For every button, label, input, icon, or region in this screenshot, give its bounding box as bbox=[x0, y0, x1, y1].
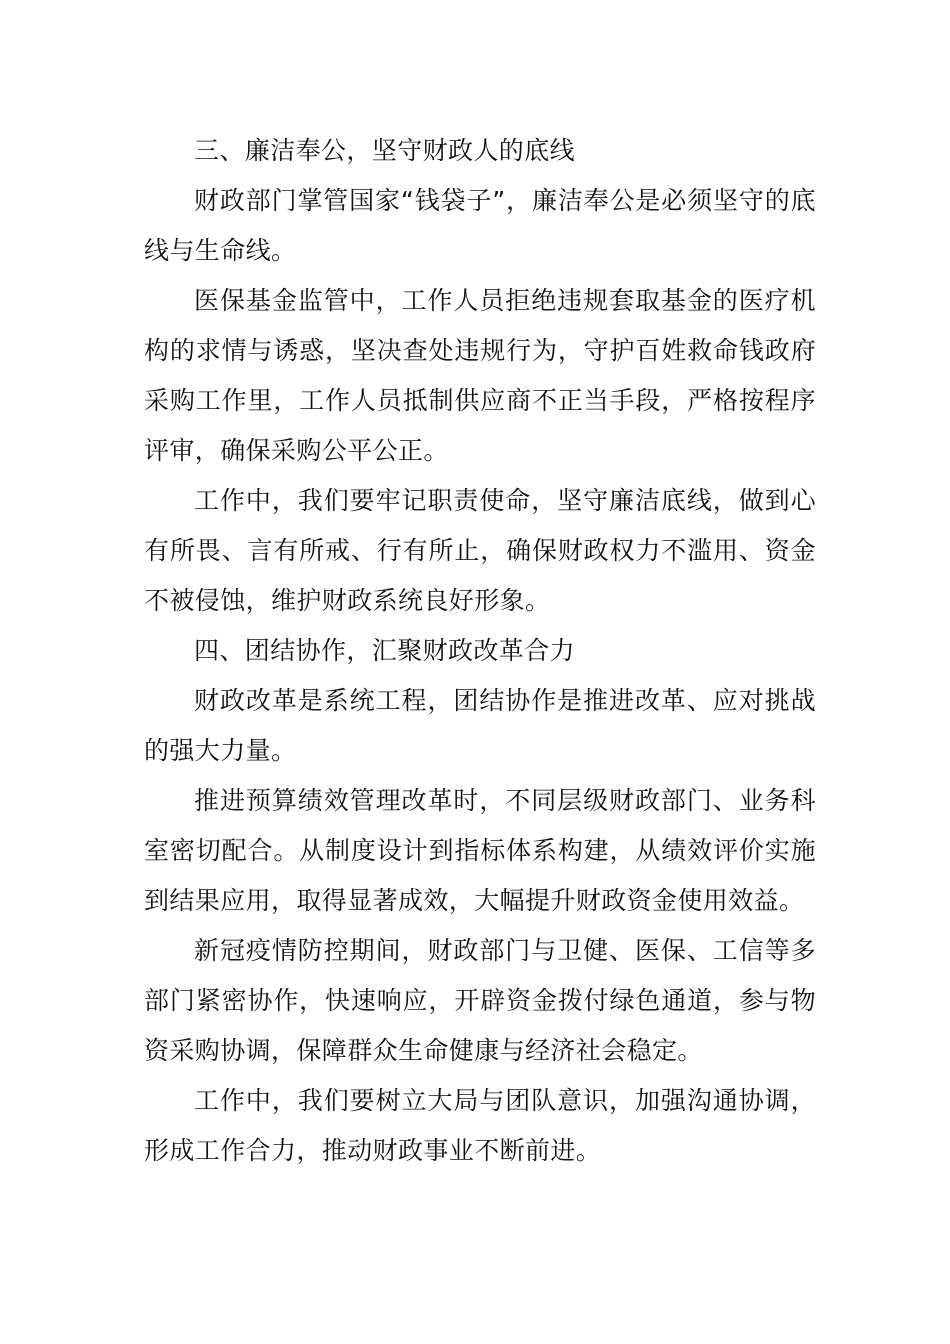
paragraph: 医保基金监管中，工作人员拒绝违规套取基金的医疗机构的求情与诱惑，坚决查处违规行为，守护百姓救命钱政府采购工作里，工作人员抵制供应商不正当手段，严格按程序评审，确保采购公平公正。 bbox=[144, 286, 816, 465]
paragraph: 新冠疫情防控期间，财政部门与卫健、医保、工信等多部门紧密协作，快速响应，开辟资金拨付绿色通道，参与物资采购协调，保障群众生命健康与经济社会稳定。 bbox=[144, 936, 816, 1065]
section-heading-4: 四、团结协作，汇聚财政改革合力 bbox=[194, 636, 576, 665]
paragraph: 财政改革是系统工程，团结协作是推进改革、应对挑战的强大力量。 bbox=[144, 686, 816, 765]
document-body bbox=[144, 126, 816, 1176]
paragraph: 财政部门掌管国家“钱袋子”，廉洁奉公是必须坚守的底线与生命线。 bbox=[144, 186, 816, 265]
paragraph: 工作中，我们要树立大局与团队意识，加强沟通协调，形成工作合力，推动财政事业不断前进。 bbox=[144, 1086, 816, 1165]
paragraph: 推进预算绩效管理改革时，不同层级财政部门、业务科室密切配合。从制度设计到指标体系构建，从绩效评价实施到结果应用，取得显著成效，大幅提升财政资金使用效益。 bbox=[144, 786, 816, 915]
section-heading-3: 三、廉洁奉公，坚守财政人的底线 bbox=[194, 136, 576, 165]
paragraph: 工作中，我们要牢记职责使命，坚守廉洁底线，做到心有所畏、言有所戒、行有所止，确保财政权力不滥用、资金不被侵蚀，维护财政系统良好形象。 bbox=[144, 486, 816, 615]
